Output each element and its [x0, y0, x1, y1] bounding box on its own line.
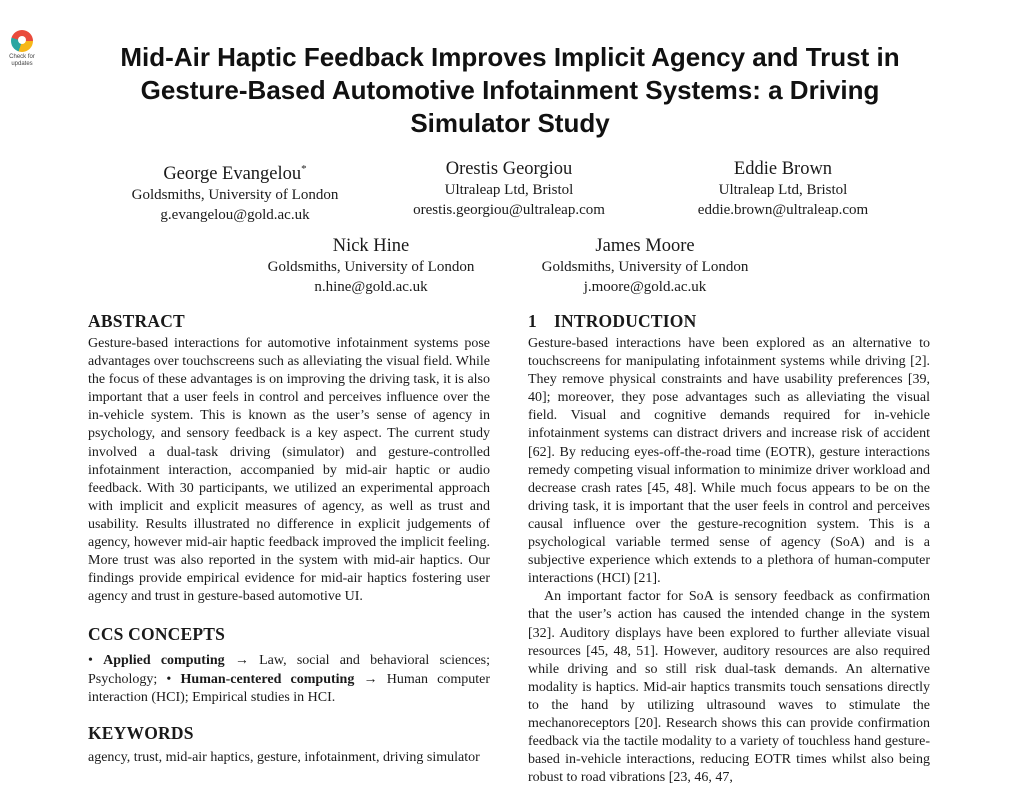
- abstract-text: Gesture-based interactions for automotive infotainment systems pose advantages over touchscreens such as alleviating the visual field. While the focus of these advantages is on improving the driving task, it is also important that a user feels in control and perceives influence over the in-vehicle system. This is known as the user’s sense of agency in psychology, and sensory feedback is a key aspect. The current study involved a dual-task driving (simulator) and gesture-controlled infotainment interaction, accompanied by mid-air haptic or audio feedback. With 30 participants, we utilized an experimental approach with implicit and explicit measures of agency, as well as trust and usability. Results illustrated no difference in explicit judgements of agency, however mid-air haptic feedback improved the implicit feeling. More trust was also reported in the system with mid-air haptics. Our findings provide empirical evidence for mid-air haptics fostering user agency and trust in gesture-based automotive UI.: [88, 336, 490, 605]
- author-affiliation: Ultraleap Ltd, Bristol: [718, 182, 848, 198]
- author-footnote-mark: *: [301, 163, 307, 175]
- author-affiliation: Ultraleap Ltd, Bristol: [444, 182, 574, 198]
- author-block: [495, 235, 795, 297]
- author-name: Eddie Brown: [733, 159, 833, 179]
- introduction-paragraph: An important factor for SoA is sensory feedback as confirmation that the user’s action has caused the intended change in the system [32]. Auditory displays have been explored to further alleviate visual resources [45, 48, 51]. However, auditory resources are also required while driving and so still risk dual-task demands. An alternative modality is haptics. Mid-air haptics transmits touch sensations directly to the hand by utilizing ultrasound waves to stimulate the mechanoreceptors [20]. Research shows this can provide confirmation feedback via the tactile modality to a variety of touchless hand gesture-based in-vehicle interactions, reducing EOTR times whilst also being robust to road vibrations [23, 46, 47,: [528, 589, 930, 786]
- left-column: [88, 310, 490, 767]
- author-name: George Evangelou*: [163, 163, 307, 185]
- paper-title: [60, 41, 960, 140]
- title-line-2: Gesture-Based Automotive Infotainment Systems: a Driving: [140, 75, 880, 105]
- author-email: eddie.brown@ultraleap.com: [697, 202, 869, 218]
- author-email: orestis.georgiou@ultraleap.com: [413, 202, 605, 218]
- section-number: 1: [528, 311, 537, 331]
- ccs-concepts-text: • Applied computing → Law, social and behavioral sciences; Psychology; • Human-centered computing → Human computer interaction (HCI); Empirical studies in HCI.: [88, 653, 491, 705]
- check-for-updates-badge[interactable]: [2, 30, 42, 70]
- author-email: n.hine@gold.ac.uk: [314, 279, 428, 295]
- author-block: [221, 235, 521, 297]
- ccs-concepts-heading: CCS CONCEPTS: [88, 624, 226, 645]
- author-name: Nick Hine: [332, 236, 410, 256]
- author-name: Orestis Georgiou: [445, 159, 573, 179]
- ccs-term: Applied computing: [103, 653, 225, 669]
- right-column: [528, 310, 930, 787]
- author-affiliation: Goldsmiths, University of London: [267, 259, 475, 275]
- introduction-heading: 1 INTRODUCTION: [528, 311, 697, 331]
- title-line-1: Mid-Air Haptic Feedback Improves Implicit Agency and Trust in: [120, 42, 900, 72]
- abstract-heading: ABSTRACT: [88, 311, 185, 331]
- author-block: [85, 158, 385, 225]
- author-email: g.evangelou@gold.ac.uk: [160, 207, 310, 224]
- introduction-paragraph: Gesture-based interactions have been explored as an alternative to touchscreens for manipulating infotainment systems while driving [2]. They remove physical constraints and have usability preferences [39, 40]; moreover, they pose advantages such as alleviating the visual field. Visual and cognitive demands required for in-vehicle infotainment systems can distract drivers and increase risk of accident [62]. By reducing eyes-off-the-road time (EOTR), gesture interactions remedy competing visual information to minimize driver workload and decrease crash rates [45, 48]. While much focus appears to be on the driving task, it is important that the user feels in control and perceives causal influence over the gesture-recognition system. This is a psychological variable termed sense of agency (SoA) and is a subjective experience which extends to a plethora of human-computer interactions (HCI) [21].: [528, 336, 930, 587]
- author-block: [633, 158, 933, 220]
- title-line-3: Simulator Study: [410, 108, 610, 138]
- author-affiliation: Goldsmiths, University of London: [131, 187, 339, 204]
- check-for-updates-icon: [11, 30, 33, 52]
- keywords-text: agency, trust, mid-air haptics, gesture, infotainment, driving simulator: [88, 749, 480, 765]
- author-name: James Moore: [595, 236, 695, 256]
- badge-label: Check for updates: [9, 54, 35, 67]
- author-email: j.moore@gold.ac.uk: [583, 279, 707, 295]
- author-affiliation: Goldsmiths, University of London: [541, 259, 749, 275]
- ccs-term: Human-centered computing: [180, 671, 355, 687]
- author-block: [359, 158, 659, 220]
- keywords-heading: KEYWORDS: [88, 722, 194, 743]
